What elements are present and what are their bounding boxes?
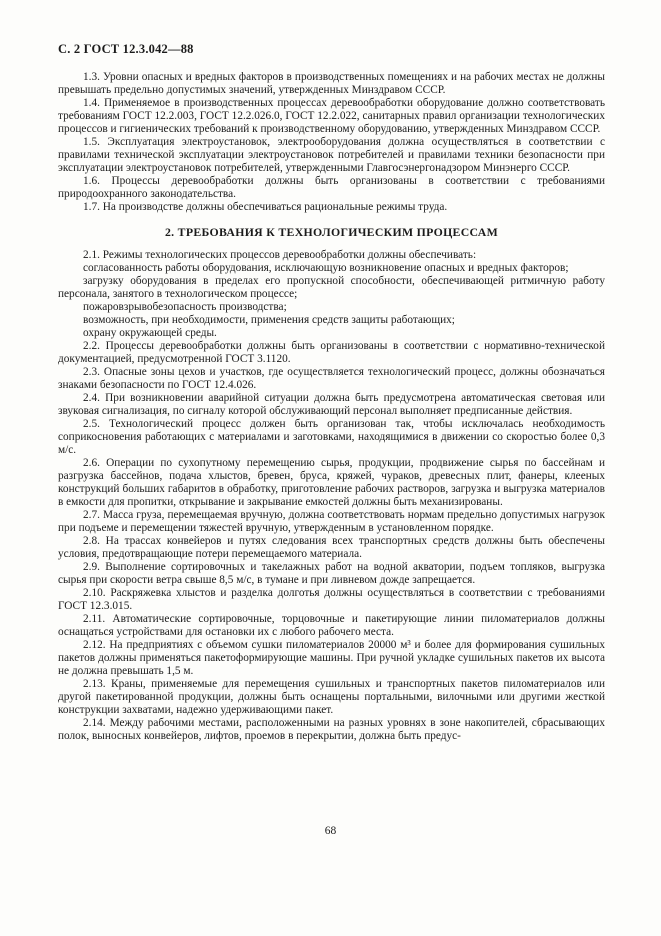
paragraph: 1.5. Эксплуатация электроустановок, электрооборудования должна осуществляться в соответствии с правилами технической эксплуатации электроустановок потребителей и правилами техники безопасности при эксплуатации электроустановок потребителей, утвержденными Главгосэнергонадзором Минэнерго СССР.: [58, 136, 605, 174]
section-heading: 2. ТРЕБОВАНИЯ К ТЕХНОЛОГИЧЕСКИМ ПРОЦЕССАМ: [164, 225, 499, 239]
paragraph: 2.4. При возникновении аварийной ситуации должна быть предусмотрена автоматическая световая или звуковая сигнализация, по сигналу которой обслуживающий персонал выполняет предписанные действия.: [58, 392, 605, 417]
paragraph: 2.11. Автоматические сортировочные, торцовочные и пакетирующие линии пиломатериалов должны оснащаться устройствами для остановки их с любого рабочего места.: [58, 613, 605, 638]
paragraph: 2.3. Опасные зоны цехов и участков, где осуществляется технологический процесс, должны обозначаться знаками безопасности по ГОСТ 12.4.026.: [58, 366, 605, 391]
paragraph: 1.3. Уровни опасных и вредных факторов в производственных помещениях и на рабочих местах не должны превышать предельно допустимых значений, утвержденных Минздравом СССР.: [58, 71, 605, 96]
paragraph: 1.7. На производстве должны обеспечиваться рациональные режимы труда.: [83, 201, 448, 213]
doc-body: [58, 71, 605, 743]
paragraph: возможность, при необходимости, применения средств защиты работающих;: [83, 314, 455, 326]
paragraph: 1.6. Процессы деревообработки должны быть организованы в соответствии с требованиями природоохранного законодательства.: [58, 175, 605, 200]
paragraph: согласованность работы оборудования, исключающую возникновение опасных и вредных факторов;: [83, 262, 569, 274]
paragraph: 1.4. Применяемое в производственных процессах деревообработки оборудование должно соответствовать требованиям ГОСТ 12.2.003, ГОСТ 12.2.026.0, ГОСТ 12.2.022, санитарных правил организации технологических процессов и гигиенических требований к производственному оборудованию, утвержденных Минздравом СССР.: [58, 97, 605, 135]
paragraph: 2.6. Операции по сухопутному перемещению сырья, продукции, продвижение сырья по бассейнам и разгрузка бассейнов, подача хлыстов, бревен, бруса, кряжей, чураков, древесных плит, фанеры, клееных конструкций больших габаритов в обработку, приготовление рабочих растворов, загрузка и выгрузка материалов в емкости для пропитки, открывание и закрывание емкостей должны быть механизированы.: [58, 457, 605, 508]
paragraph: 2.8. На трассах конвейеров и путях следования всех транспортных средств должны быть обеспечены условия, предотвращающие потери перемещаемого материала.: [58, 535, 605, 560]
paragraph: 2.13. Краны, применяемые для перемещения сушильных и транспортных пакетов пиломатериалов или другой пакетированной продукции, должны быть оснащены портальными, вилочными или другими жесткой конструкции захватами, надежно удерживающими пакет.: [58, 678, 605, 716]
paragraph: 2.2. Процессы деревообработки должны быть организованы в соответствии с нормативно-технической документацией, предусмотренной ГОСТ 3.1120.: [58, 340, 605, 365]
paragraph: 2.9. Выполнение сортировочных и такелажных работ на водной акватории, подъем топляков, выгрузка сырья при скорости ветра свыше 8,5 м/с, в тумане и при ливневом дожде запрещается.: [58, 561, 605, 586]
paragraph: 2.7. Масса груза, перемещаемая вручную, должна соответствовать нормам предельно допустимых нагрузок при подъеме и перемещении тяжестей вручную, утвержденным в установленном порядке.: [58, 509, 605, 534]
paragraph: 2.10. Раскряжевка хлыстов и разделка долготья должны осуществляться в соответствии с требованиями ГОСТ 12.3.015.: [58, 587, 605, 612]
paragraph: загрузку оборудования в пределах его пропускной способности, обеспечивающей ритмичную работу персонала, занятого в технологическом процессе;: [58, 275, 605, 300]
paragraph: 2.5. Технологический процесс должен быть организован так, чтобы исключалась необходимость соприкосновения работающих с материалами и заготовками, находящимися в движении со скоростью более 0,3 м/с.: [58, 418, 605, 456]
paragraph: 2.1. Режимы технологических процессов деревообработки должны обеспечивать:: [83, 249, 477, 261]
doc-header: С. 2 ГОСТ 12.3.042—88: [58, 42, 194, 56]
paragraph: 2.12. На предприятиях с объемом сушки пиломатериалов 20000 м³ и более для формирования сушильных пакетов должны применяться пакетоформирующие машины. При ручной укладке сушильных пакетов их высота не должна превышать 1,5 м.: [58, 639, 605, 677]
paragraph: 2.14. Между рабочими местами, расположенными на разных уровнях в зоне накопителей, сбрасывающих полок, выносных конвейеров, лифтов, проемов в перекрытии, должна быть предус-: [58, 717, 605, 742]
paragraph: охрану окружающей среды.: [83, 327, 217, 339]
paragraph: пожаровзрывобезопасность производства;: [83, 301, 287, 313]
page-number: 68: [324, 825, 337, 837]
